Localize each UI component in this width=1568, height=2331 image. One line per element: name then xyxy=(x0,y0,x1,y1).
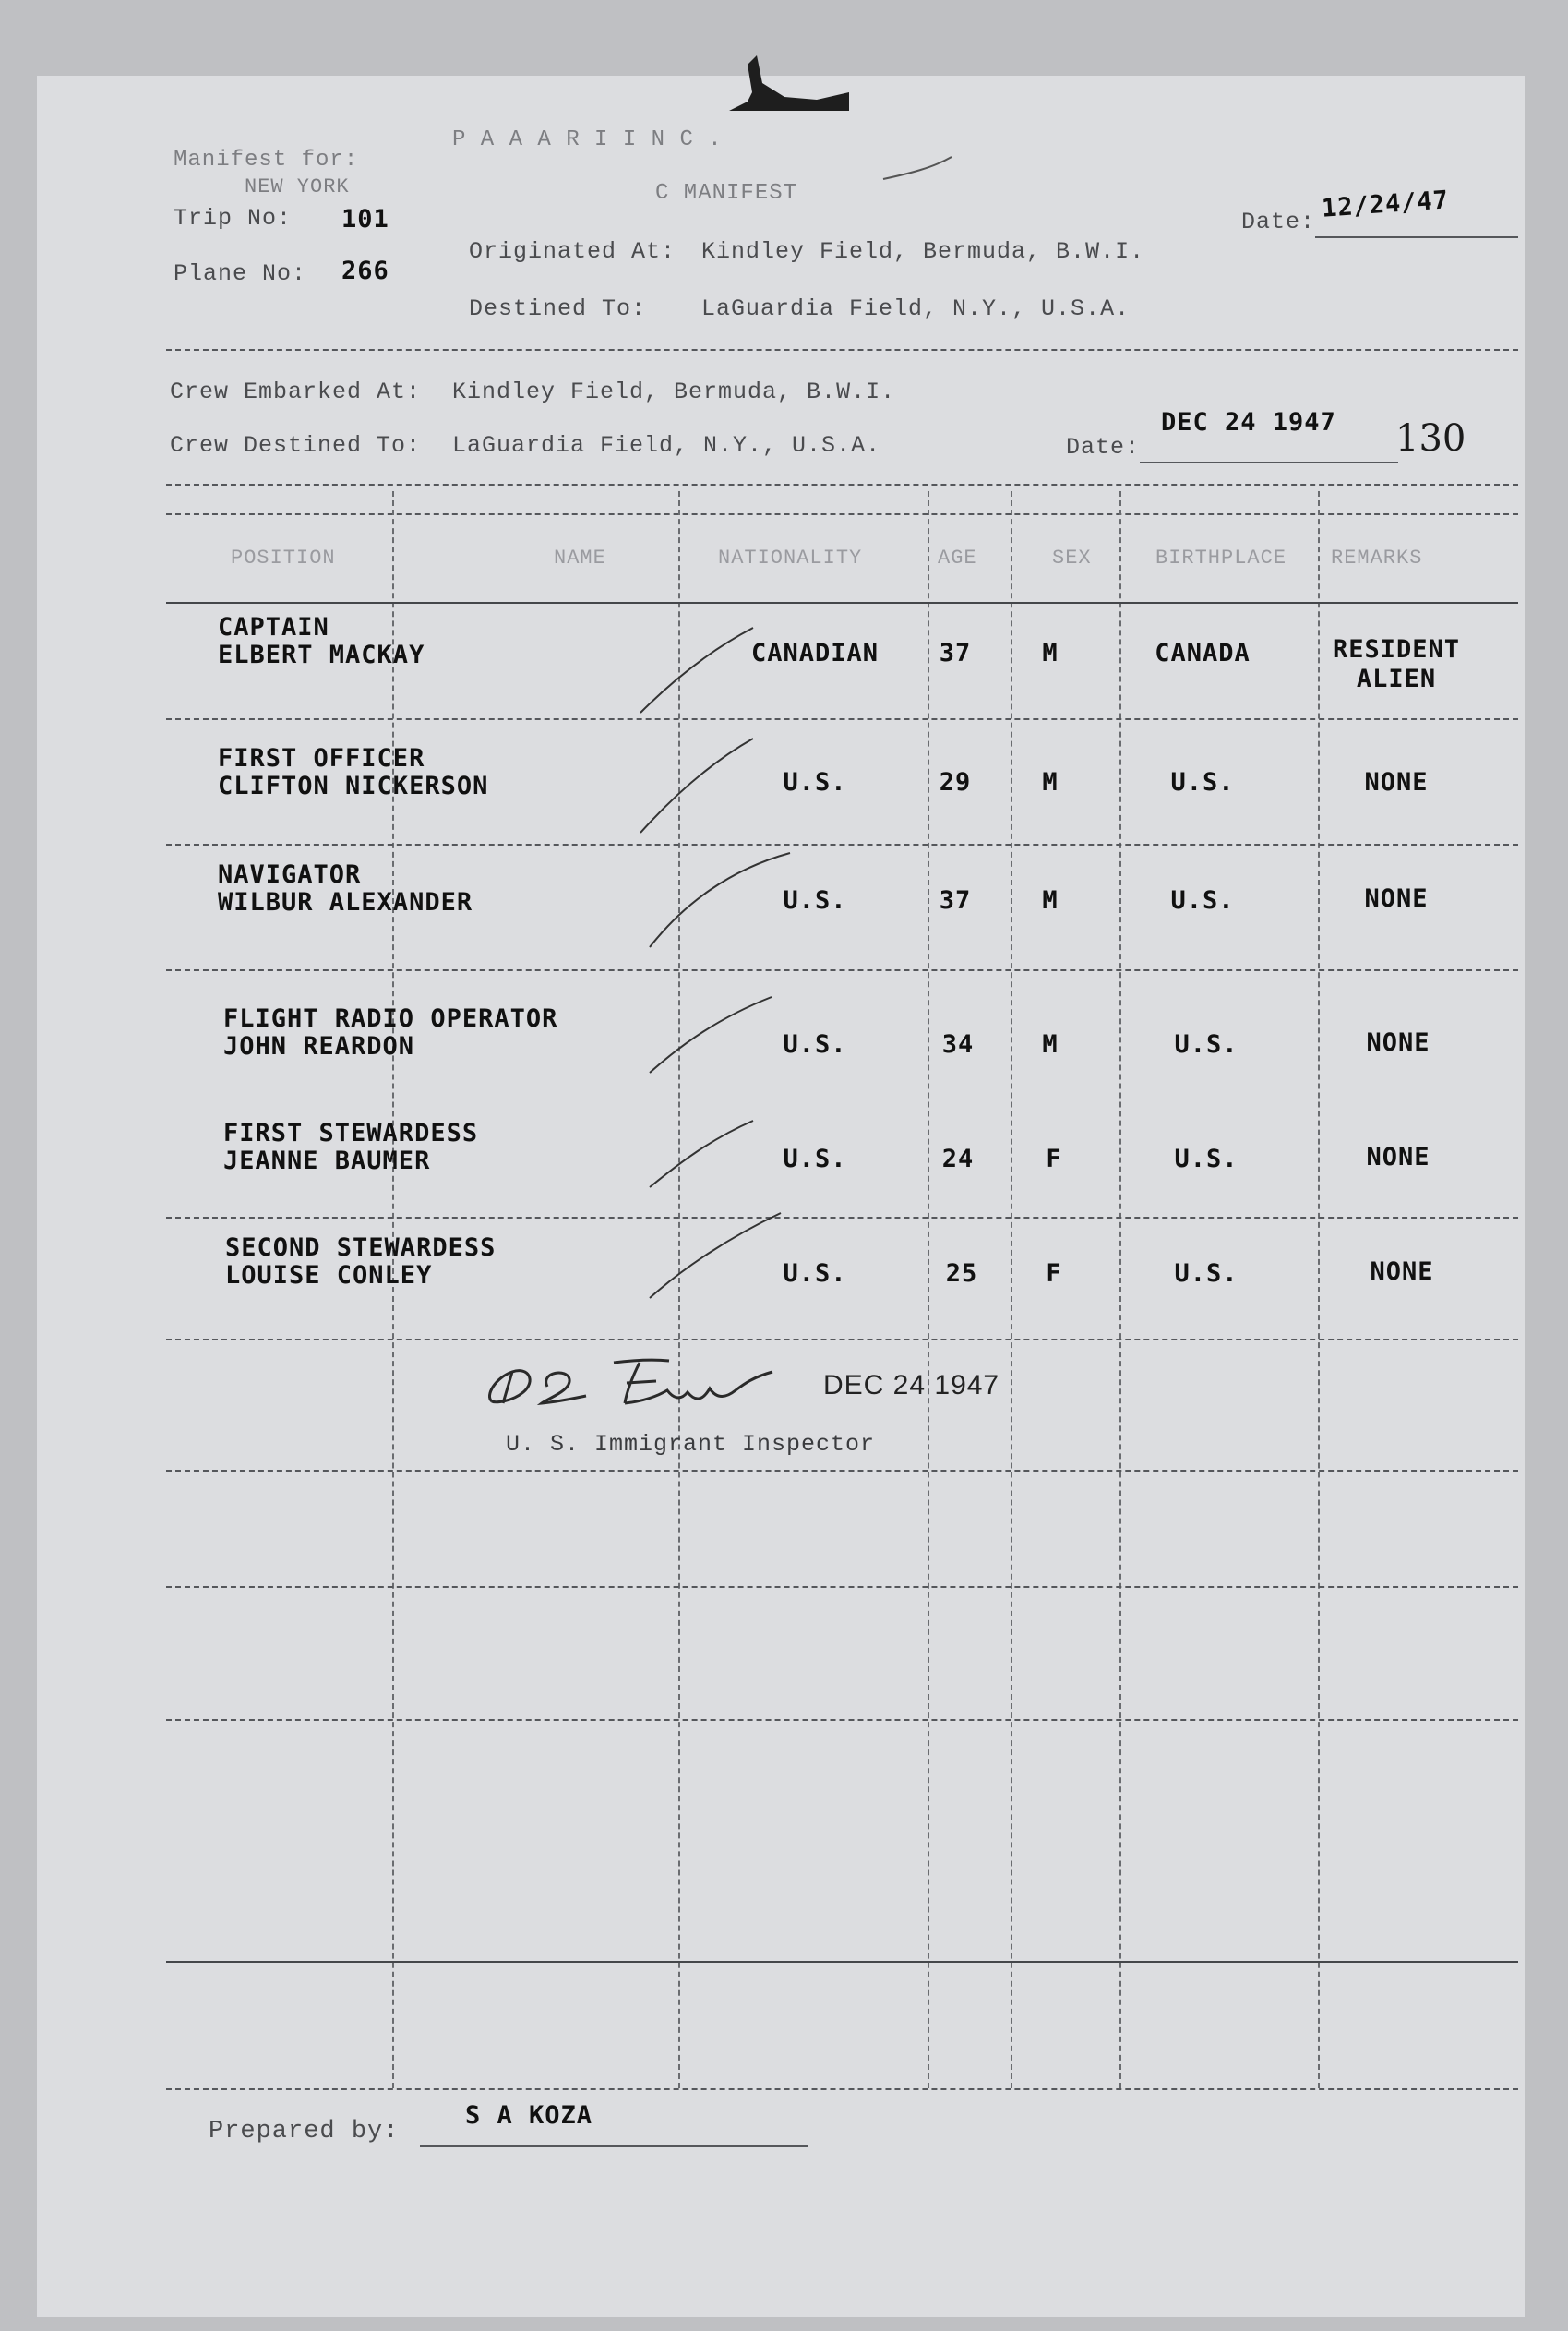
crew-sex: F xyxy=(1046,1259,1062,1288)
row-divider xyxy=(166,1719,1518,1721)
crew-destined-label: Crew Destined To: xyxy=(170,432,422,459)
col-header-position: POSITION xyxy=(231,547,336,570)
crew-age: 34 xyxy=(941,1030,975,1059)
crew-birthplace: U.S. xyxy=(1170,768,1235,797)
crew-date-underline xyxy=(1140,462,1398,463)
header-row-border xyxy=(166,602,1518,604)
crew-position: CAPTAIN xyxy=(218,613,329,642)
col-line-4 xyxy=(1011,491,1012,2088)
crew-age: 37 xyxy=(939,886,972,915)
col-header-nationality: NATIONALITY xyxy=(718,547,863,570)
crew-embarked-value: Kindley Field, Bermuda, B.W.I. xyxy=(452,378,896,405)
trip-no-value: 101 xyxy=(341,205,389,234)
row-divider xyxy=(166,718,1518,720)
row-divider xyxy=(166,1586,1518,1588)
crew-remarks: NONE xyxy=(1364,768,1429,797)
row-divider xyxy=(166,1470,1518,1472)
crew-name: LOUISE CONLEY xyxy=(225,1261,433,1290)
crew-remarks: NONE xyxy=(1366,1143,1430,1172)
crew-position: NAVIGATOR xyxy=(218,860,362,889)
crew-age: 25 xyxy=(945,1259,978,1288)
crew-birthplace: U.S. xyxy=(1174,1030,1239,1059)
crew-nationality: U.S. xyxy=(783,1145,847,1173)
plane-no-label: Plane No: xyxy=(174,260,307,287)
crew-remarks: NONE xyxy=(1366,1028,1430,1057)
manifest-for-value: NEW YORK xyxy=(245,175,350,198)
crew-sex: M xyxy=(1042,1030,1059,1059)
crew-embarked-label: Crew Embarked At: xyxy=(170,378,422,405)
row-divider xyxy=(166,844,1518,846)
crew-name: WILBUR ALEXANDER xyxy=(218,888,473,917)
row-divider xyxy=(166,1339,1518,1340)
crew-position: SECOND STEWARDESS xyxy=(225,1233,497,1262)
crew-name: ELBERT MACKAY xyxy=(218,641,425,669)
crew-birthplace: CANADA xyxy=(1155,639,1251,667)
row-divider xyxy=(166,969,1518,971)
plane-no-value: 266 xyxy=(341,257,389,285)
prepared-by-value: S A KOZA xyxy=(465,2101,593,2130)
company-name: P A A A R I I N C . xyxy=(452,127,723,152)
crew-sex: M xyxy=(1042,639,1059,667)
crew-position: FIRST OFFICER xyxy=(218,744,425,773)
crew-birthplace: U.S. xyxy=(1174,1259,1239,1288)
crew-remarks: NONE xyxy=(1364,884,1429,913)
crew-position: FIRST STEWARDESS xyxy=(223,1119,479,1147)
destined-to-value: LaGuardia Field, N.Y., U.S.A. xyxy=(701,295,1131,322)
col-header-birthplace: BIRTHPLACE xyxy=(1155,547,1287,570)
date-underline xyxy=(1315,236,1518,238)
col-line-6 xyxy=(1318,491,1320,2088)
crew-nationality: U.S. xyxy=(783,886,847,915)
table-bottom-border xyxy=(166,2088,1518,2090)
originated-at-label: Originated At: xyxy=(469,238,676,265)
crew-name: JOHN REARDON xyxy=(223,1032,415,1061)
originated-at-value: Kindley Field, Bermuda, B.W.I. xyxy=(701,238,1145,265)
date-value: 12/24/47 xyxy=(1321,186,1450,223)
crew-divider xyxy=(166,484,1518,486)
inspection-date-stamp: DEC 24 1947 xyxy=(823,1370,1000,1400)
row-divider xyxy=(166,1961,1518,1963)
table-top-border xyxy=(166,513,1518,515)
crew-sex: M xyxy=(1042,768,1059,797)
crew-age: 29 xyxy=(939,768,972,797)
crew-remarks: NONE xyxy=(1370,1257,1434,1286)
manifest-for-label: Manifest for: xyxy=(174,148,359,173)
inspector-signature xyxy=(475,1350,780,1418)
crew-position: FLIGHT RADIO OPERATOR xyxy=(223,1004,558,1033)
prepared-by-label: Prepared by: xyxy=(209,2118,400,2145)
crew-nationality: U.S. xyxy=(783,1030,847,1059)
col-line-3 xyxy=(928,491,929,2088)
crew-date-label: Date: xyxy=(1066,434,1141,461)
row-divider xyxy=(166,1217,1518,1219)
col-header-age: AGE xyxy=(938,547,977,570)
inspector-label: U. S. Immigrant Inspector xyxy=(506,1431,876,1458)
destined-to-label: Destined To: xyxy=(469,295,647,322)
crew-sex: F xyxy=(1046,1145,1062,1173)
col-header-remarks: REMARKS xyxy=(1331,547,1423,570)
header-divider xyxy=(166,349,1518,351)
page-number: 130 xyxy=(1395,417,1466,460)
crew-remarks: RESIDENT ALIEN xyxy=(1332,635,1461,693)
col-header-sex: SEX xyxy=(1052,547,1092,570)
col-line-5 xyxy=(1119,491,1121,2088)
crew-nationality: CANADIAN xyxy=(750,639,880,667)
prepared-by-underline xyxy=(420,2145,808,2147)
crew-nationality: U.S. xyxy=(783,768,847,797)
col-header-name: NAME xyxy=(554,547,606,570)
crew-name: CLIFTON NICKERSON xyxy=(218,772,489,800)
crew-age: 37 xyxy=(939,639,972,667)
crew-nationality: U.S. xyxy=(783,1259,847,1288)
crew-destined-value: LaGuardia Field, N.Y., U.S.A. xyxy=(452,432,881,459)
trip-no-label: Trip No: xyxy=(174,205,293,232)
manifest-title: C MANIFEST xyxy=(655,181,798,206)
crew-date-stamp: DEC 24 1947 xyxy=(1161,408,1336,437)
crew-name: JEANNE BAUMER xyxy=(223,1147,431,1175)
crew-sex: M xyxy=(1042,886,1059,915)
crew-age: 24 xyxy=(941,1145,975,1173)
paper-tear xyxy=(729,55,849,111)
crew-birthplace: U.S. xyxy=(1170,886,1235,915)
date-label: Date: xyxy=(1241,209,1316,235)
crew-birthplace: U.S. xyxy=(1174,1145,1239,1173)
title-stroke-icon xyxy=(881,155,955,186)
